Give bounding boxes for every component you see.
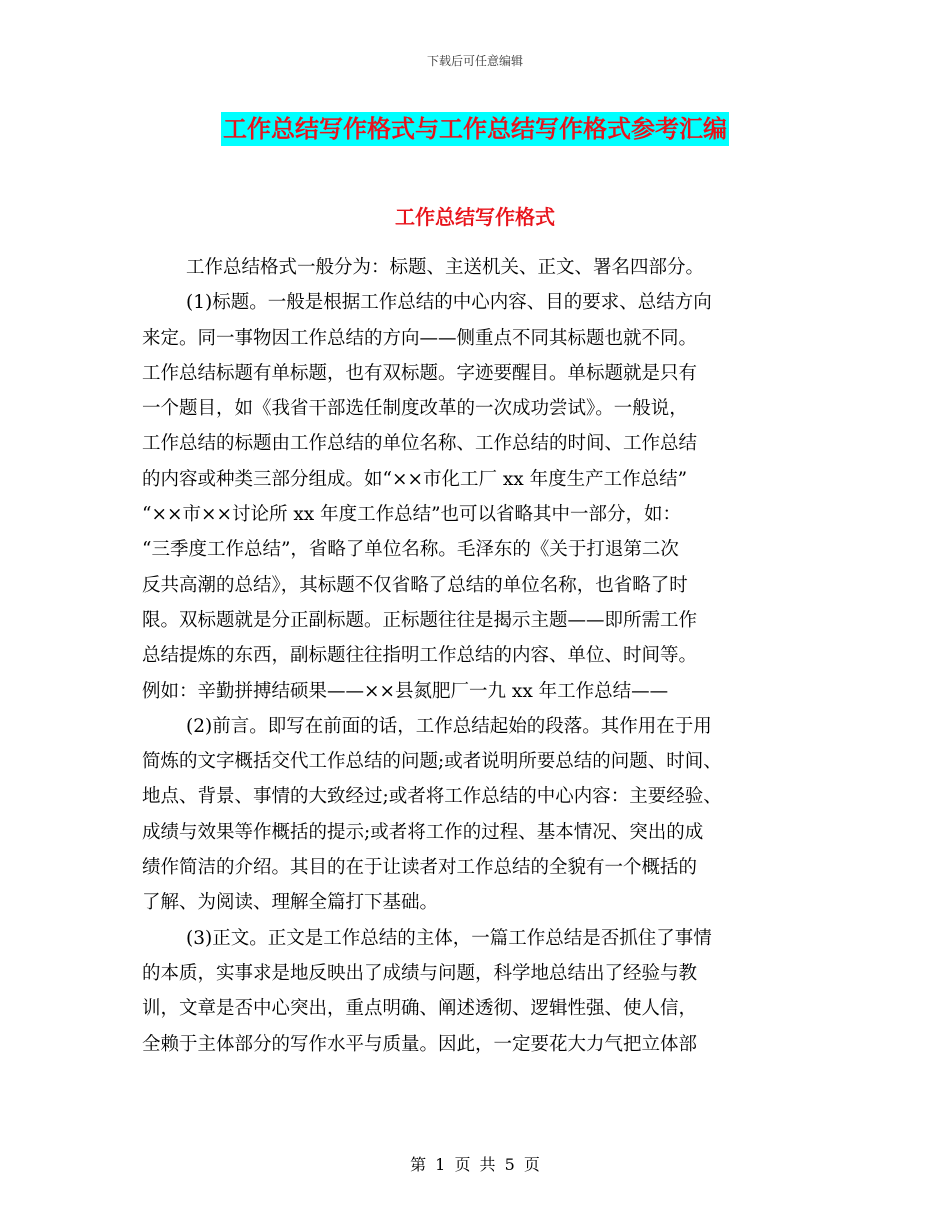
body-line: 总结提炼的东西，副标题往往指明工作总结的内容、单位、时间等。 bbox=[142, 645, 698, 667]
body-line: (2)前言。即写在前面的话，工作总结起始的段落。其作用在于用 bbox=[186, 715, 712, 737]
body-line: 工作总结的标题由工作总结的单位名称、工作总结的时间、工作总结 bbox=[142, 433, 698, 455]
body-line: (1)标题。一般是根据工作总结的中心内容、目的要求、总结方向 bbox=[186, 292, 712, 314]
page-header: 下载后可任意编辑 bbox=[426, 54, 523, 68]
body-line: “三季度工作总结”，省略了单位名称。毛泽东的《关于打退第二次 bbox=[142, 539, 679, 561]
document-title: 工作总结写作格式与工作总结写作格式参考汇编 bbox=[221, 112, 729, 146]
title-block bbox=[0, 112, 950, 146]
body-line: 全赖于主体部分的写作水平与质量。因此，一定要花大力气把立体部 bbox=[142, 1033, 698, 1055]
body-line: (3)正文。正文是工作总结的主体，一篇工作总结是否抓住了事情 bbox=[186, 927, 712, 949]
body-line: 工作总结格式一般分为：标题、主送机关、正文、署名四部分。 bbox=[186, 257, 705, 278]
body-line: 反共高潮的总结》，其标题不仅省略了总结的单位名称，也省略了时 bbox=[142, 574, 688, 596]
body-line: “××市××讨论所 xx 年度工作总结”也可以省略其中一部分，如： bbox=[142, 504, 682, 526]
body-line: 工作总结标题有单标题，也有双标题。字迹要醒目。单标题就是只有 bbox=[142, 362, 698, 384]
section-title: 工作总结写作格式 bbox=[395, 205, 555, 229]
body-line: 地点、背景、事情的大致经过;或者将工作总结的中心内容：主要经验、 bbox=[142, 786, 722, 808]
body-line: 一个题目，如《我省干部选任制度改革的一次成功尝试》。一般说， bbox=[142, 398, 688, 420]
body-line: 的本质，实事求是地反映出了成绩与问题，科学地总结出了经验与教 bbox=[142, 962, 698, 984]
body-line: 成绩与效果等作概括的提示;或者将工作的过程、基本情况、突出的成 bbox=[142, 821, 704, 843]
body-line: 绩作简洁的介绍。其目的在于让读者对工作总结的全貌有一个概括的 bbox=[142, 857, 698, 879]
body-line: 的内容或种类三部分组成。如“××市化工厂 xx 年度生产工作总结” bbox=[142, 468, 688, 490]
body-line: 例如：辛勤拼搏结硕果——××县氮肥厂一九 xx 年工作总结—— bbox=[142, 680, 669, 702]
body-line: 训，文章是否中心突出，重点明确、阐述透彻、逻辑性强、使人信， bbox=[142, 998, 698, 1020]
body-text bbox=[142, 250, 832, 1062]
body-line: 限。双标题就是分正副标题。正标题往往是揭示主题——即所需工作 bbox=[142, 609, 698, 631]
body-line: 简炼的文字概括交代工作总结的问题;或者说明所要总结的问题、时间、 bbox=[142, 751, 722, 773]
page-footer: 第 1 页 共 5 页 bbox=[410, 1155, 540, 1174]
body-line: 了解、为阅读、理解全篇打下基础。 bbox=[142, 892, 439, 914]
body-line: 来定。同一事物因工作总结的方向——侧重点不同其标题也就不同。 bbox=[142, 327, 698, 349]
